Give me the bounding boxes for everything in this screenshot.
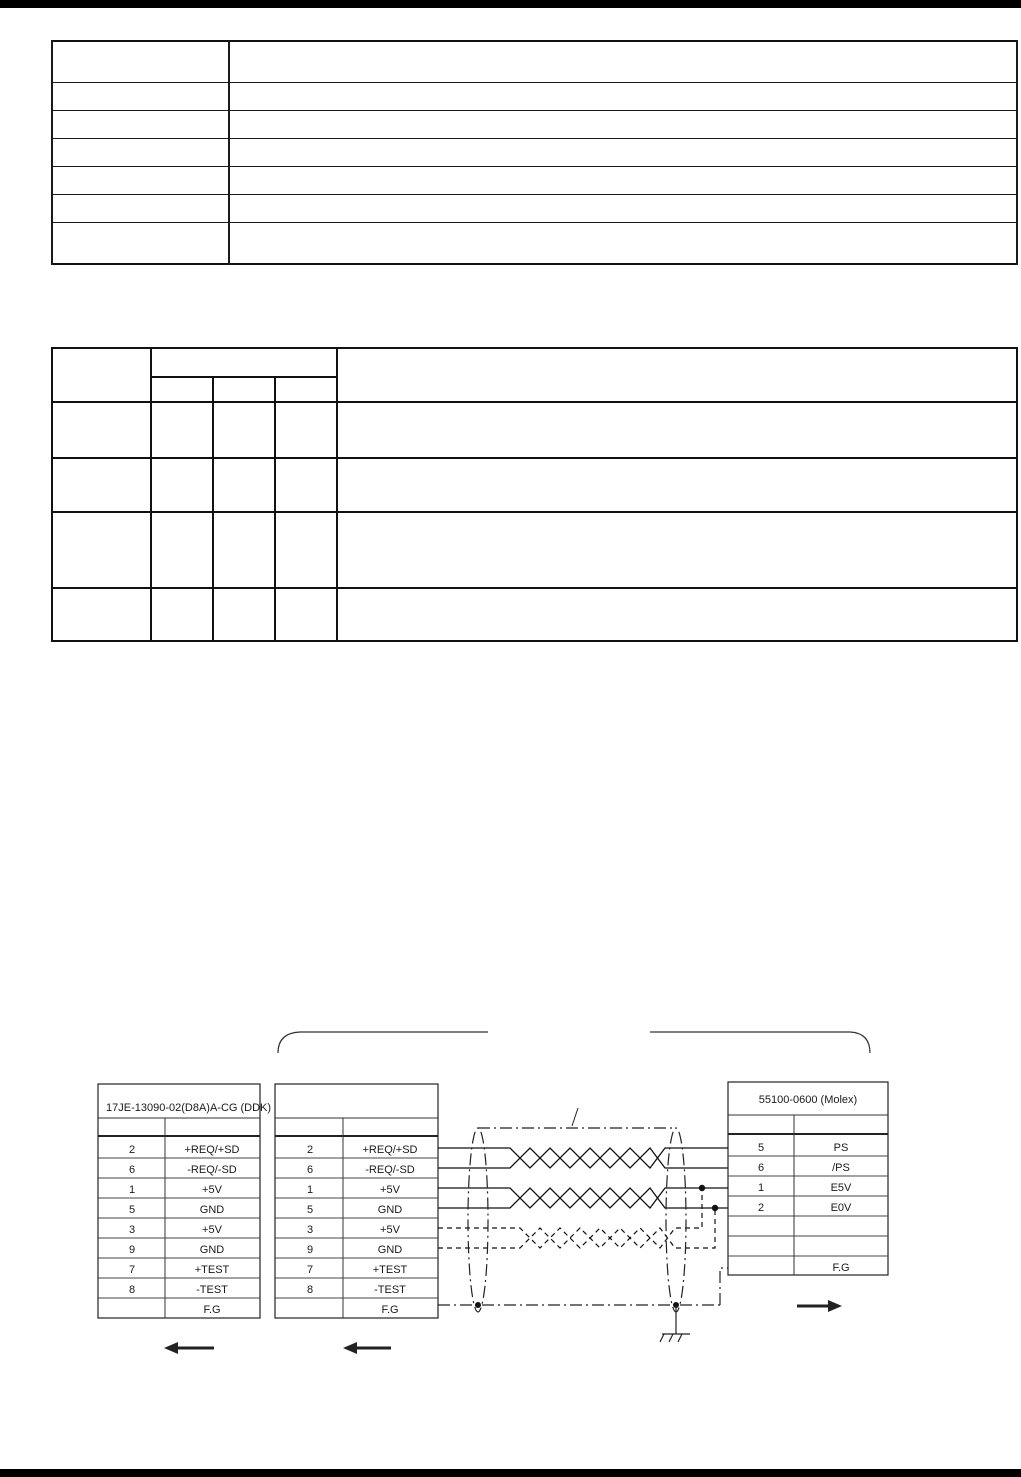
- pin-number: 1: [128, 1184, 136, 1196]
- arrow-left-icon: [164, 1342, 214, 1354]
- table-header-row: [52, 348, 1017, 377]
- pin-number: 2: [306, 1144, 314, 1156]
- right-connector-table: [728, 1082, 888, 1275]
- table-cell: [337, 402, 1017, 458]
- table-cell: [229, 166, 1017, 194]
- table-cell: [229, 83, 1017, 111]
- table-row: [52, 194, 1017, 222]
- pin-number: 9: [128, 1244, 136, 1256]
- table-cell: [151, 458, 213, 512]
- right-connector-part-label: 55100-0600 (Molex): [758, 1094, 858, 1106]
- table-cell: [229, 139, 1017, 167]
- table-cell: [52, 194, 229, 222]
- table-cell: [213, 588, 275, 641]
- table-cell: [337, 588, 1017, 641]
- setting-table: [51, 347, 1018, 642]
- table-cell: [275, 512, 337, 588]
- middle-connector-table: [275, 1084, 438, 1318]
- junction-dot: [699, 1185, 705, 1191]
- pin-number: 7: [306, 1264, 314, 1276]
- arrow-left-icon: [343, 1342, 391, 1354]
- table-cell: [52, 41, 229, 83]
- table-header-cell: [337, 348, 1017, 402]
- table-header-cell: [213, 377, 275, 402]
- signal-name: E5V: [830, 1182, 852, 1194]
- signal-name: GND: [199, 1244, 225, 1256]
- signal-name: +5V: [380, 1224, 400, 1236]
- table-row: [52, 402, 1017, 458]
- table-header-cell: [52, 348, 151, 402]
- table-cell: [52, 83, 229, 111]
- signal-name: F.G: [381, 1304, 399, 1316]
- page-bottom-rule: [0, 1469, 1021, 1477]
- table-cell: [213, 512, 275, 588]
- table-row: [52, 139, 1017, 167]
- pin-number: 5: [128, 1204, 136, 1216]
- pin-number: 3: [128, 1224, 136, 1236]
- table-header-cell: [151, 348, 337, 377]
- junction-dot: [475, 1302, 481, 1308]
- table-cell: [337, 512, 1017, 588]
- pin-number: 1: [306, 1184, 314, 1196]
- signal-name: -REQ/-SD: [365, 1164, 415, 1176]
- table-cell: [52, 458, 151, 512]
- table-cell: [229, 111, 1017, 139]
- table-cell: [52, 402, 151, 458]
- table-row: [52, 512, 1017, 588]
- table-row: [52, 83, 1017, 111]
- pin-number: 2: [128, 1144, 136, 1156]
- signal-name: GND: [199, 1204, 225, 1216]
- signal-name: F.G: [203, 1304, 221, 1316]
- pin-number: 3: [306, 1224, 314, 1236]
- table-row: [52, 166, 1017, 194]
- table-cell: [275, 588, 337, 641]
- signal-name: +REQ/+SD: [184, 1144, 240, 1156]
- table-cell: [151, 402, 213, 458]
- pin-number: 5: [306, 1204, 314, 1216]
- table-header-cell: [275, 377, 337, 402]
- junction-dot: [712, 1205, 718, 1211]
- signal-name: PS: [833, 1142, 849, 1154]
- table-row: [52, 41, 1017, 83]
- arrow-right-icon: [797, 1300, 842, 1312]
- signal-name: +TEST: [194, 1264, 230, 1276]
- table-row: [52, 111, 1017, 139]
- signal-name: +5V: [202, 1184, 222, 1196]
- table-cell: [213, 458, 275, 512]
- table-cell: [52, 588, 151, 641]
- signal-name: -TEST: [196, 1284, 228, 1296]
- signal-name: +REQ/+SD: [362, 1144, 418, 1156]
- signal-name: /PS: [832, 1162, 850, 1174]
- cable-brace-left: [278, 1032, 488, 1053]
- signal-name: +5V: [380, 1184, 400, 1196]
- pin-number: 5: [757, 1142, 765, 1154]
- table-cell: [52, 139, 229, 167]
- table-cell: [151, 588, 213, 641]
- table-cell: [229, 41, 1017, 83]
- pin-number: 1: [757, 1182, 765, 1194]
- table-header-cell: [151, 377, 213, 402]
- table-cell: [275, 402, 337, 458]
- table-cell: [52, 222, 229, 264]
- page-top-rule: [0, 0, 1021, 8]
- pin-number: 2: [757, 1202, 765, 1214]
- table-cell: [52, 512, 151, 588]
- table-cell: [52, 166, 229, 194]
- table-cell: [151, 512, 213, 588]
- table-cell: [229, 194, 1017, 222]
- left-connector-table: [98, 1084, 271, 1318]
- signal-name: +5V: [202, 1224, 222, 1236]
- signal-name: GND: [377, 1204, 403, 1216]
- signal-name: +TEST: [372, 1264, 408, 1276]
- pin-number: 8: [128, 1284, 136, 1296]
- shield-leader-line: [572, 1108, 578, 1126]
- pin-number: 7: [128, 1264, 136, 1276]
- pin-number: 8: [306, 1284, 314, 1296]
- table-cell: [337, 458, 1017, 512]
- table-cell: [229, 222, 1017, 264]
- table-cell: [275, 458, 337, 512]
- table-row: [52, 458, 1017, 512]
- table-row: [52, 222, 1017, 264]
- table-cell: [52, 111, 229, 139]
- pin-number: 6: [128, 1164, 136, 1176]
- optional-dashed-pair: [438, 1188, 715, 1248]
- cable-brace-right: [650, 1032, 870, 1053]
- left-connector-part-label: 17JE-13090-02(D8A)A-CG (DDK): [106, 1102, 272, 1114]
- spec-table: [51, 40, 1018, 265]
- signal-name: F.G: [832, 1262, 850, 1274]
- pin-number: 6: [306, 1164, 314, 1176]
- signal-name: GND: [377, 1244, 403, 1256]
- pin-number: 6: [757, 1162, 765, 1174]
- table-row: [52, 588, 1017, 641]
- signal-name: E0V: [830, 1202, 852, 1214]
- table-cell: [213, 402, 275, 458]
- cable-wiring-diagram: [0, 1010, 1021, 1390]
- signal-name: -TEST: [374, 1284, 406, 1296]
- signal-name: -REQ/-SD: [187, 1164, 237, 1176]
- ground-symbol-icon: [660, 1305, 690, 1342]
- pin-number: 9: [306, 1244, 314, 1256]
